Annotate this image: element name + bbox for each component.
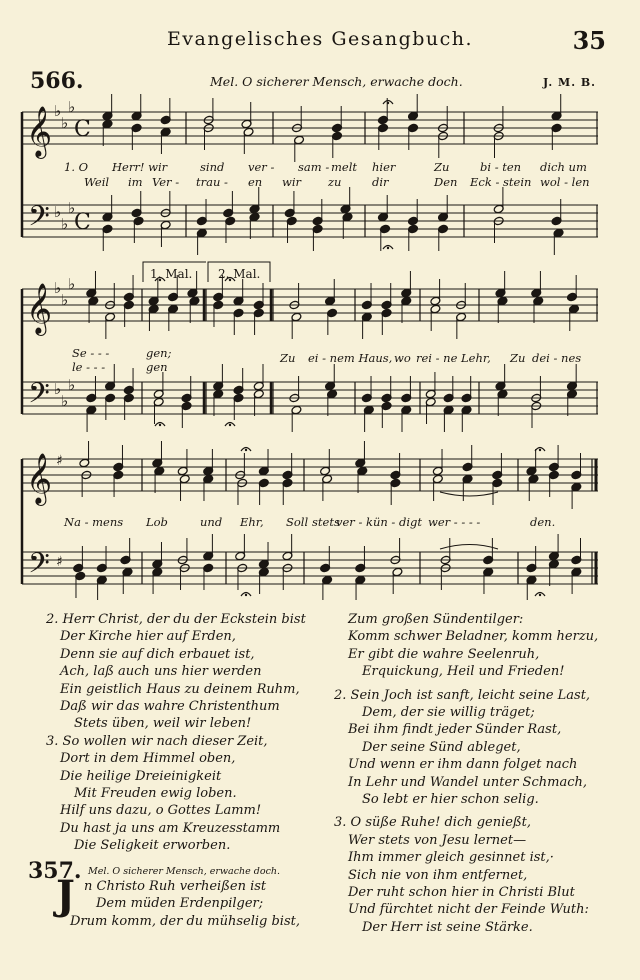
verse-line: Daß wir das wahre Christenthum xyxy=(60,699,280,714)
lyric-syllable: dei - nes xyxy=(532,351,582,365)
key-flat: ♭ xyxy=(68,98,76,116)
lyric-syllable: Soll xyxy=(286,515,309,529)
lyric-syllable: Zu xyxy=(434,160,450,174)
slur xyxy=(440,492,498,496)
lyric-syllable: sam - xyxy=(298,160,330,174)
verse-line: Du hast ja uns am Kreuzesstamm xyxy=(60,820,281,836)
time-signature: C xyxy=(74,210,91,235)
lyric-syllable: rei - ne Lehr, xyxy=(416,351,491,365)
key-flat: ♭ xyxy=(54,102,62,120)
verse-line: Komm schwer Beladner, komm herzu, xyxy=(348,629,599,645)
lyric-syllable: en xyxy=(248,175,263,189)
time-signature: C xyxy=(74,117,91,142)
slur xyxy=(440,545,498,550)
verse-line: Wer stets von Jesu lernet— xyxy=(348,832,527,848)
lyric-syllable: gen; xyxy=(146,346,172,360)
lyric-syllable: hier xyxy=(372,160,396,174)
fermata-dot xyxy=(387,247,389,249)
lyric-syllable: Ver - xyxy=(152,175,180,189)
verse-line: Er gibt die wahre Seelenruh, xyxy=(348,646,540,662)
hymn-566-melody-note: Mel. O sicherer Mensch, erwache doch. xyxy=(210,74,463,89)
lyric-syllable: le - - - xyxy=(72,360,106,374)
bass-clef: 𝄢 xyxy=(28,377,50,417)
hymn-357-line: Dem müden Erdenpilger; xyxy=(96,896,264,911)
lyric-syllable: sind xyxy=(200,160,225,174)
fermata-dot xyxy=(245,594,247,596)
treble-clef: 𝄞 xyxy=(26,283,53,334)
lyric-syllable: ei - nem Haus, xyxy=(308,351,393,365)
running-title: Evangelisches Gesangbuch. xyxy=(166,28,474,50)
key-flat: ♭ xyxy=(61,114,69,132)
lyric-syllable: gen xyxy=(146,360,168,374)
key-flat: ♭ xyxy=(54,203,62,221)
key-flat: ♭ xyxy=(68,275,76,293)
verse-line: Und wenn er ihm dann folget nach xyxy=(348,757,578,773)
lyric-syllable: Herr! wir xyxy=(112,160,168,174)
verse-line: Der Herr ist seine Stärke. xyxy=(362,919,533,935)
key-flat: ♭ xyxy=(61,291,69,309)
fermata-dot xyxy=(159,424,161,426)
lyric-syllable: Eck - stein xyxy=(470,175,532,189)
verse-line: Stets üben, weil wir leben! xyxy=(74,716,252,732)
bass-clef: 𝄢 xyxy=(28,547,50,587)
lyric-syllable: ver - xyxy=(248,160,275,174)
bass-clef: 𝄢 xyxy=(28,200,50,240)
lyric-syllable: Zu xyxy=(280,351,296,365)
treble-clef: 𝄞 xyxy=(26,106,53,157)
lyric-syllable: und xyxy=(200,515,223,529)
verse-line: 3. O süße Ruhe! dich genießt, xyxy=(334,815,532,831)
fermata-dot xyxy=(245,449,247,451)
verse-line: 2. Sein Joch ist sanft, leicht seine Last, xyxy=(334,687,591,703)
key-sharp: ♯ xyxy=(56,453,63,469)
fermata-dot xyxy=(229,424,231,426)
verse-line: Bei ihm findt jeder Sünder Rast, xyxy=(348,722,562,738)
lyric-syllable: trau - xyxy=(196,175,228,189)
lyric-syllable: Zu xyxy=(510,351,526,365)
verse-line: Und fürchtet nicht der Feinde Wuth: xyxy=(348,902,589,918)
verse-line: In Lehr und Wandel unter Schmach, xyxy=(348,774,587,790)
hymn-566-number: 566. xyxy=(30,68,84,94)
hymn-357-melody-note: Mel. O sicherer Mensch, erwache doch. xyxy=(88,866,281,877)
lyric-syllable: Lob xyxy=(146,515,168,529)
lyric-syllable: bi - ten xyxy=(480,160,522,174)
lyric-syllable: 1. O xyxy=(64,160,89,174)
lyric-syllable: wer - - - - xyxy=(428,515,481,529)
lyric-syllable: Den xyxy=(434,175,458,189)
composer-credit: J. M. B. xyxy=(543,76,596,89)
verse-line: Der seine Sünd ableget, xyxy=(362,739,521,755)
lyric-syllable: Weil xyxy=(84,175,110,189)
fermata-dot xyxy=(387,102,389,104)
verse-line: Mit Freuden ewig loben. xyxy=(74,786,237,801)
key-flat: ♭ xyxy=(68,376,76,394)
verse-line: Der ruht schon hier in Christi Blut xyxy=(348,885,575,900)
lyric-syllable: dich um xyxy=(540,160,587,174)
verse-line: Sich nie von ihm entfernet, xyxy=(348,867,528,883)
lyric-syllable: den. xyxy=(530,515,556,529)
verse-line: Dem, der sie willig träget; xyxy=(362,705,535,720)
key-flat: ♭ xyxy=(54,380,62,398)
volta-label: 2. Mal. xyxy=(218,267,261,281)
fermata-dot xyxy=(539,594,541,596)
key-flat: ♭ xyxy=(68,199,76,217)
verse-line: 2. Herr Christ, der du der Eckstein bist xyxy=(46,612,306,627)
verse-line: Dort in dem Himmel oben, xyxy=(60,751,236,767)
key-flat: ♭ xyxy=(54,279,62,297)
volta-label: 1. Mal. xyxy=(150,267,193,281)
verse-line: Ach, laß auch uns hier werden xyxy=(60,664,262,680)
fermata-dot xyxy=(539,449,541,451)
hymn-357-dropcap: J xyxy=(56,872,75,919)
lyric-syllable: Se - - - xyxy=(72,346,110,360)
key-flat: ♭ xyxy=(61,392,69,410)
treble-clef: 𝄞 xyxy=(26,453,53,504)
page-number: 35 xyxy=(572,26,606,55)
lyric-syllable: im xyxy=(128,175,143,189)
lyric-syllable: melt xyxy=(331,160,358,174)
lyric-syllable: wol - len xyxy=(540,175,590,189)
verse-line: Erquickung, Heil und Frieden! xyxy=(362,664,565,680)
verse-line: Der Kirche hier auf Erden, xyxy=(60,629,236,645)
lyric-syllable: ver - kün - digt xyxy=(336,515,422,529)
hymn-357-number: 357. xyxy=(28,858,82,884)
hymn-357-line: Drum komm, der du mühselig bist, xyxy=(70,914,300,929)
lyric-syllable: zu xyxy=(328,175,342,189)
lyric-syllable: wo xyxy=(394,351,411,365)
lyric-syllable: wir xyxy=(282,175,302,189)
verse-line: Zum großen Sündentilger: xyxy=(348,612,524,627)
lyric-syllable: stets xyxy=(312,515,340,529)
lyric-syllable: Ehr, xyxy=(240,515,264,529)
lyric-syllable: dir xyxy=(372,175,389,189)
lyric-syllable: Na - mens xyxy=(64,515,124,529)
verse-line: 3. So wollen wir nach dieser Zeit, xyxy=(46,733,268,749)
verse-line: Ein geistlich Haus zu deinem Ruhm, xyxy=(60,681,300,697)
verse-line: Ihm immer gleich gesinnet ist,· xyxy=(348,850,554,866)
verse-line: Die Seligkeit erworben. xyxy=(74,838,231,854)
verse-line: Hilf uns dazu, o Gottes Lamm! xyxy=(60,803,262,819)
key-flat: ♭ xyxy=(61,215,69,233)
verse-line: Die heilige Dreieinigkeit xyxy=(60,768,222,784)
hymn-357-line: n Christo Ruh verheißen ist xyxy=(84,879,267,894)
key-sharp: ♯ xyxy=(56,554,63,570)
verse-line: Denn sie auf dich erbauet ist, xyxy=(60,646,255,662)
verse-line: So lebt er hier schon selig. xyxy=(362,792,539,807)
